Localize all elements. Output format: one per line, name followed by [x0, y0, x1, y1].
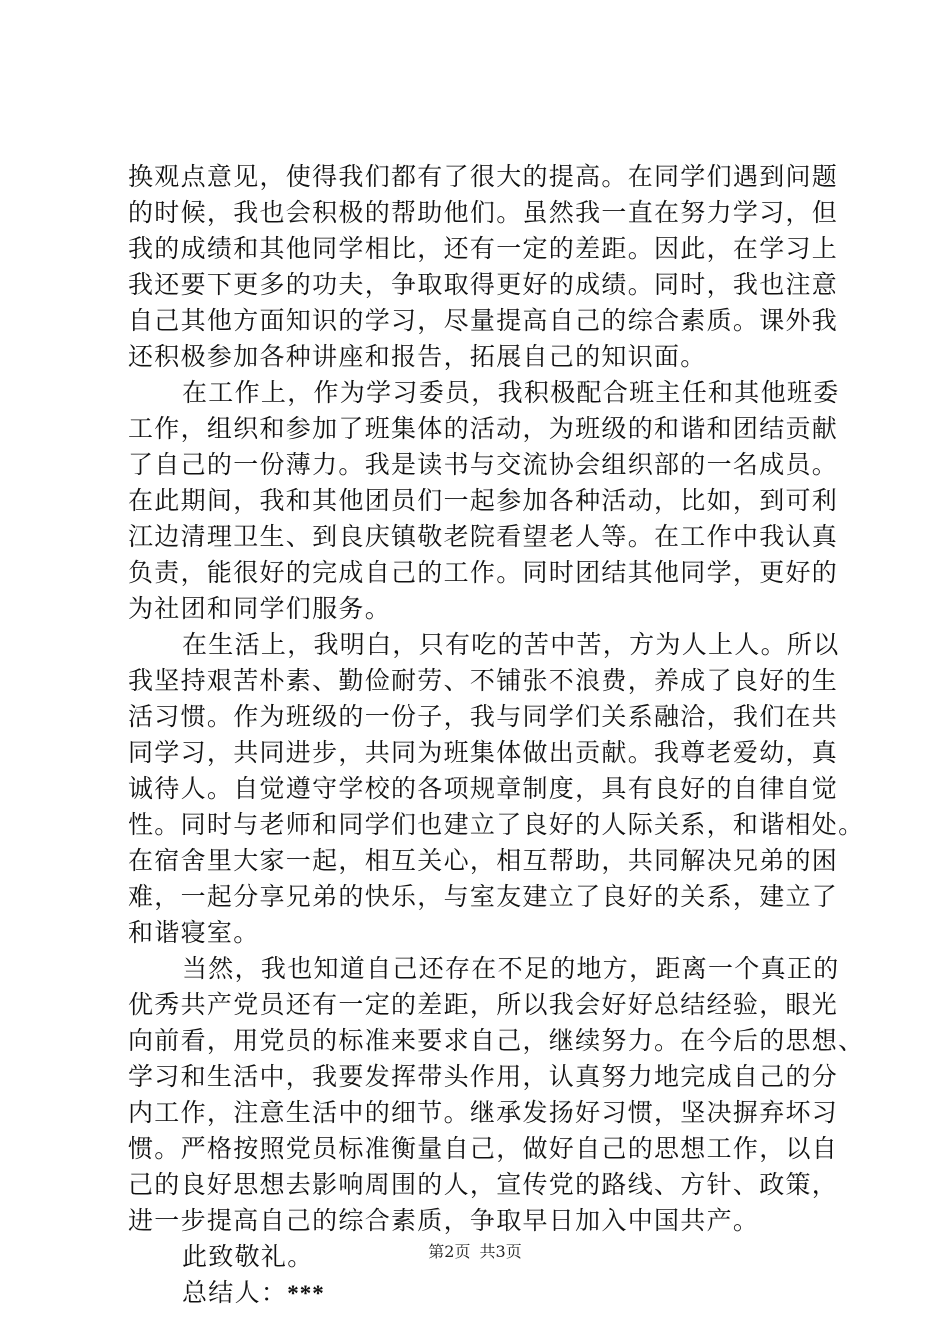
body-line: 进一步提高自己的综合素质，争取早日加入中国共产。	[128, 1206, 760, 1235]
body-line: 的时候，我也会积极的帮助他们。虽然我一直在努力学习，但	[128, 198, 839, 227]
body-line: 向前看，用党员的标准来要求自己，继续努力。在今后的思想、	[128, 1026, 865, 1055]
page-number-total: 共3页	[479, 1242, 522, 1261]
body-line: 活习惯。作为班级的一份子，我与同学们关系融洽，我们在共	[128, 702, 839, 731]
body-line: 我的成绩和其他同学相比，还有一定的差距。因此，在学习上	[128, 234, 839, 263]
body-line: 诚待人。自觉遵守学校的各项规章制度，具有良好的自律自觉	[128, 774, 839, 803]
page-number-current: 第2页	[428, 1242, 471, 1261]
body-line: 性。同时与老师和同学们也建立了良好的人际关系，和谐相处。	[128, 810, 865, 839]
body-line: 和谐寝室。	[128, 918, 260, 947]
signer-label: 总结人：	[182, 1278, 288, 1307]
body-line: 自己其他方面知识的学习，尽量提高自己的综合素质。课外我	[128, 306, 839, 335]
body-line: 我坚持艰苦朴素、勤俭耐劳、不铺张不浪费，养成了良好的生	[128, 666, 839, 695]
body-line: 难，一起分享兄弟的快乐，与室友建立了良好的关系，建立了	[128, 882, 839, 911]
body-line: 己的良好思想去影响周围的人，宣传党的路线、方针、政策，	[128, 1170, 839, 1199]
body-line: 了自己的一份薄力。我是读书与交流协会组织部的一名成员。	[128, 450, 839, 479]
document-body	[128, 159, 865, 1311]
paragraph-start-line: 在工作上，作为学习委员，我积极配合班主任和其他班委	[182, 378, 840, 407]
body-line: 负责，能很好的完成自己的工作。同时团结其他同学，更好的	[128, 558, 839, 587]
body-line: 在宿舍里大家一起，相互关心，相互帮助，共同解决兄弟的困	[128, 846, 839, 875]
body-line: 同学习，共同进步，共同为班集体做出贡献。我尊老爱幼，真	[128, 738, 839, 767]
signature-line	[128, 1275, 838, 1311]
paragraph-start-line: 当然，我也知道自己还存在不足的地方，距离一个真正的	[182, 954, 840, 983]
page-footer	[0, 1239, 950, 1262]
paragraph-start-line: 在生活上，我明白，只有吃的苦中苦，方为人上人。所以	[182, 630, 840, 659]
signer-value: ***	[287, 1281, 325, 1306]
body-line: 换观点意见，使得我们都有了很大的提高。在同学们遇到问题	[128, 162, 839, 191]
body-line: 工作，组织和参加了班集体的活动，为班级的和谐和团结贡献	[128, 414, 839, 443]
body-line: 我还要下更多的功夫，争取取得更好的成绩。同时，我也注意	[128, 270, 839, 299]
closing-salutation: 此致敬礼。	[182, 1242, 314, 1271]
body-line: 优秀共产党员还有一定的差距，所以我会好好总结经验，眼光	[128, 990, 839, 1019]
body-line: 江边清理卫生、到良庆镇敬老院看望老人等。在工作中我认真	[128, 522, 839, 551]
body-line: 学习和生活中，我要发挥带头作用，认真努力地完成自己的分	[128, 1062, 839, 1091]
body-line: 内工作，注意生活中的细节。继承发扬好习惯，坚决摒弃坏习	[128, 1098, 839, 1127]
body-line: 为社团和同学们服务。	[128, 594, 392, 623]
body-line: 还积极参加各种讲座和报告，拓展自己的知识面。	[128, 342, 707, 371]
body-line: 惯。严格按照党员标准衡量自己，做好自己的思想工作，以自	[128, 1134, 839, 1163]
body-line: 在此期间，我和其他团员们一起参加各种活动，比如，到可利	[128, 486, 839, 515]
